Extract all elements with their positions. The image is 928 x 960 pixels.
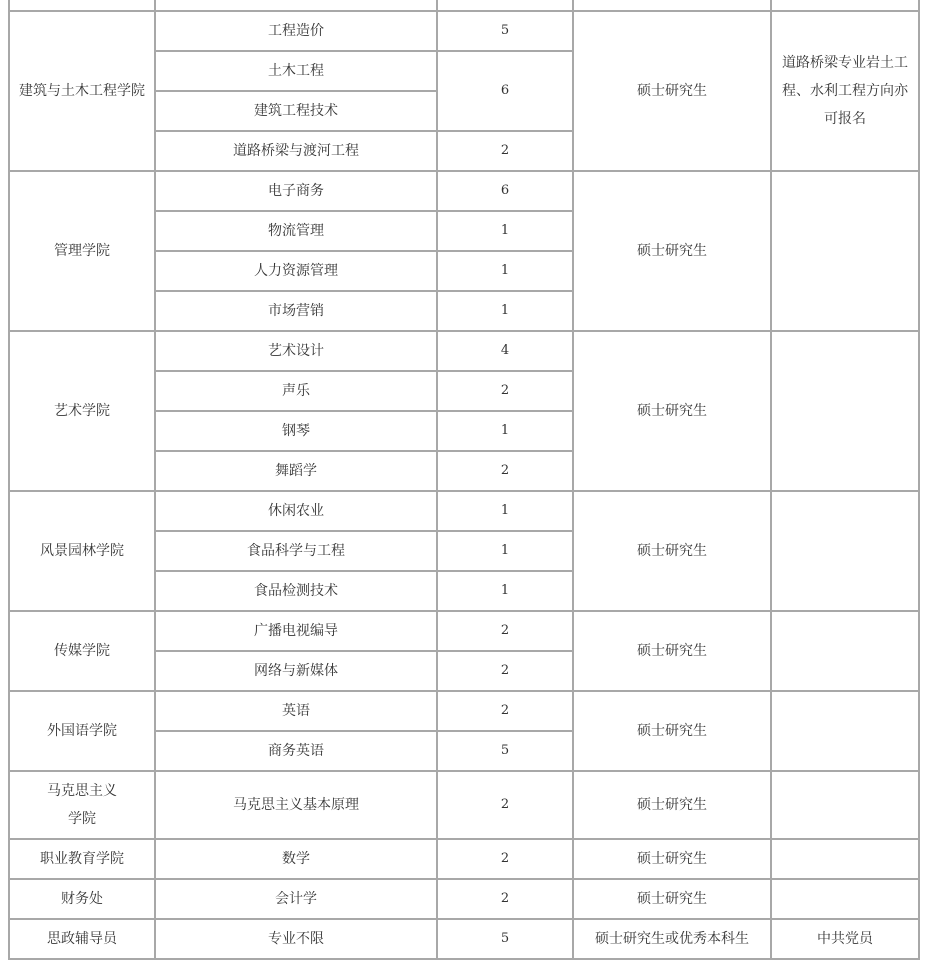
college-name-cell: 思政辅导员 [9,919,155,959]
count-cell: 5 [437,919,573,959]
college-name-cell: 风景园林学院 [9,491,155,611]
degree-cell: 硕士研究生 [573,171,771,331]
count-cell: 1 [437,531,573,571]
count-cell: 2 [437,131,573,171]
note-cell: 道路桥梁专业岩土工程、水利工程方向亦可报名 [771,11,919,171]
major-cell: 商务英语 [155,731,437,771]
degree-cell: 硕士研究生 [573,839,771,879]
count-cell: 2 [437,451,573,491]
note-cell [771,331,919,491]
major-cell: 广播电视编导 [155,611,437,651]
major-cell: 马克思主义基本原理 [155,771,437,839]
major-cell: 英语 [155,691,437,731]
major-cell: 工程造价 [155,11,437,51]
table-row [9,919,919,959]
major-cell: 人力资源管理 [155,251,437,291]
degree-cell: 硕士研究生 [573,611,771,691]
major-cell: 声乐 [155,371,437,411]
count-cell: 6 [437,171,573,211]
major-cell: 市场营销 [155,291,437,331]
major-cell: 数学 [155,839,437,879]
table-row-top-cutoff [9,0,919,11]
table-row [9,11,919,51]
count-cell: 2 [437,771,573,839]
count-cell: 2 [437,879,573,919]
recruitment-table [8,0,920,960]
major-cell: 艺术设计 [155,331,437,371]
cutoff-cell [573,0,771,11]
count-cell: 2 [437,651,573,691]
cutoff-cell [771,0,919,11]
major-cell: 电子商务 [155,171,437,211]
major-cell: 土木工程 [155,51,437,91]
college-name-cell: 外国语学院 [9,691,155,771]
count-cell: 5 [437,731,573,771]
college-name-cell: 艺术学院 [9,331,155,491]
note-cell: 中共党员 [771,919,919,959]
table-row [9,879,919,919]
college-name-cell: 财务处 [9,879,155,919]
degree-cell: 硕士研究生或优秀本科生 [573,919,771,959]
college-name-cell: 管理学院 [9,171,155,331]
cutoff-cell [9,0,155,11]
degree-cell: 硕士研究生 [573,771,771,839]
count-cell: 6 [437,51,573,131]
college-name-cell: 建筑与土木工程学院 [9,11,155,171]
table-row [9,691,919,731]
major-cell: 舞蹈学 [155,451,437,491]
count-cell: 1 [437,291,573,331]
count-cell: 2 [437,371,573,411]
college-name-line: 马克思主义 [47,783,117,799]
major-cell: 专业不限 [155,919,437,959]
degree-cell: 硕士研究生 [573,11,771,171]
count-cell: 5 [437,11,573,51]
count-cell: 4 [437,331,573,371]
degree-cell: 硕士研究生 [573,331,771,491]
major-cell: 物流管理 [155,211,437,251]
count-cell: 1 [437,411,573,451]
note-cell [771,879,919,919]
major-cell: 道路桥梁与渡河工程 [155,131,437,171]
count-cell: 1 [437,491,573,531]
college-name-cell: 职业教育学院 [9,839,155,879]
college-name-line: 学院 [68,811,96,827]
major-cell: 会计学 [155,879,437,919]
note-cell [771,839,919,879]
count-cell: 2 [437,839,573,879]
degree-cell: 硕士研究生 [573,491,771,611]
major-cell: 食品检测技术 [155,571,437,611]
note-cell [771,611,919,691]
count-cell: 1 [437,571,573,611]
major-cell: 建筑工程技术 [155,91,437,131]
note-cell [771,171,919,331]
table-row [9,331,919,371]
major-cell: 食品科学与工程 [155,531,437,571]
major-cell: 钢琴 [155,411,437,451]
count-cell: 1 [437,211,573,251]
degree-cell: 硕士研究生 [573,691,771,771]
count-cell: 2 [437,691,573,731]
count-cell: 2 [437,611,573,651]
college-name-cell [9,771,155,839]
table-row [9,491,919,531]
note-cell [771,691,919,771]
table-row [9,839,919,879]
major-cell: 休闲农业 [155,491,437,531]
table-row [9,611,919,651]
table-row [9,771,919,839]
cutoff-cell [437,0,573,11]
major-cell: 网络与新媒体 [155,651,437,691]
count-cell: 1 [437,251,573,291]
college-name-cell: 传媒学院 [9,611,155,691]
table-row [9,171,919,211]
note-cell [771,491,919,611]
note-cell [771,771,919,839]
cutoff-cell [155,0,437,11]
degree-cell: 硕士研究生 [573,879,771,919]
